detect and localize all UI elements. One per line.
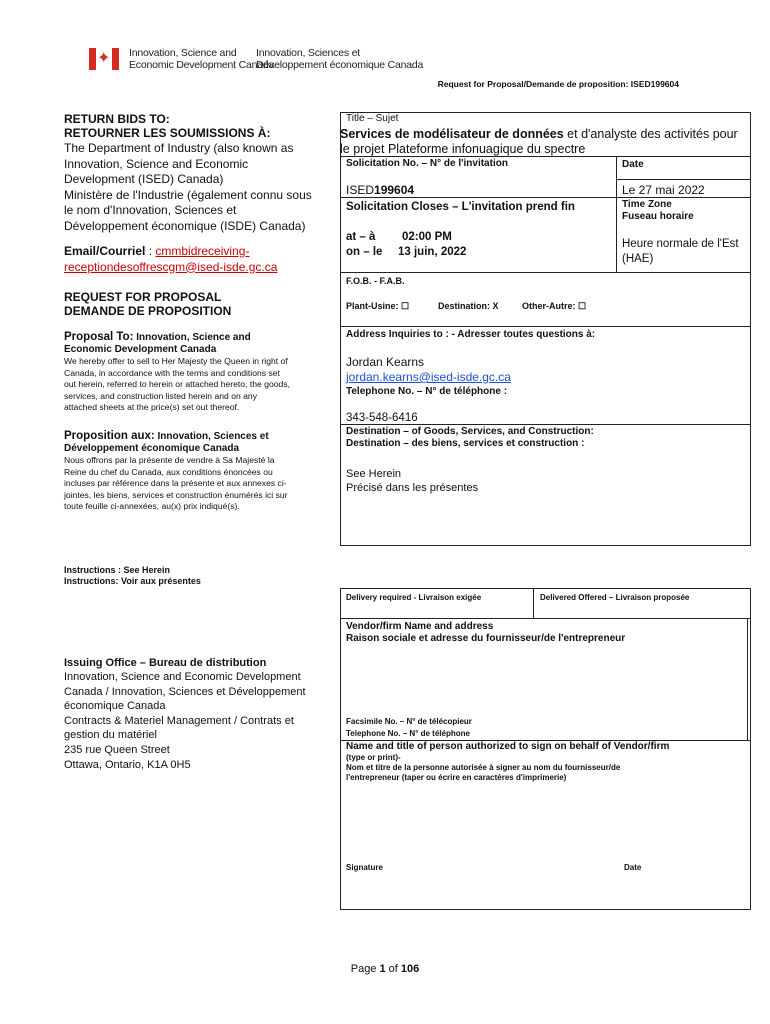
destination-label: Destination – of Goods, Services, and Construction: Destination – des biens, services et construction :	[346, 426, 594, 449]
return-bids-section	[64, 112, 334, 234]
contact-email-link[interactable]: jordan.kearns@ised-isde.gc.ca	[346, 370, 511, 384]
dept-name-en: Innovation, Science and Economic Development Canada	[129, 47, 275, 71]
request-section	[64, 290, 334, 318]
email-link-cont[interactable]: receptiondesoffrescgm@ised-isde.gc.ca	[64, 259, 278, 274]
date-value: Le 27 mai 2022	[622, 183, 705, 197]
destination-value: See Herein Précisé dans les présentes	[346, 468, 479, 494]
page-footer: Page 1 of 106	[350, 963, 420, 975]
request-title-fr: DEMANDE DE PROPOSITION	[64, 304, 232, 318]
closing-time: at – à 02:00 PM on – le 13 juin, 2022	[346, 231, 467, 258]
email-block: Email/Courriel : cmmbidreceiving- receptiondesoffrescgm@ised-isde.gc.ca	[64, 244, 334, 275]
signature-date-label: Date	[624, 863, 642, 872]
return-bids-title-en: RETURN BIDS TO:	[64, 112, 170, 126]
rfp-reference: Request for Proposal/Demande de proposition: ISED199604	[437, 79, 679, 89]
fob-label: F.O.B. - F.A.B.	[346, 276, 405, 286]
fob-other: Other-Autre: ☐	[522, 301, 587, 311]
other-checkbox[interactable]: ☐	[578, 301, 587, 311]
return-bids-title-fr: RETOURNER LES SOUMISSIONS À:	[64, 126, 271, 140]
time-zone-value: Heure normale de l'Est (HAE)	[622, 238, 739, 265]
instructions: Instructions : See Herein Instructions: Voir aux présentes	[64, 565, 201, 586]
dept-name-fr: Innovation, Sciences et Développement économique Canada	[256, 47, 424, 71]
title-value: Services de modélisateur de données et d'analyste des activités pour le projet Plateforme infonuagique du spectre	[340, 127, 738, 156]
solicitation-label: Solicitation No. – N° de l'invitation	[346, 158, 508, 169]
time-zone-label: Time Zone Fuseau horaire	[622, 199, 694, 222]
plant-checkbox[interactable]: ☐	[401, 301, 410, 311]
issuing-office: Issuing Office – Bureau de distribution Innovation, Science and Economic Development Canada / Innovation, Sciences et Développement économique Canada Contracts & Materiel Management / Contrats et gestion du matériel 235 rue Queen Street Ottawa, Ontario, K1A 0H5	[64, 657, 306, 771]
authorized-label: Name and title of person authorized to sign on behalf of Vendor/firm (type or print)- Nom et titre de la personne autorisée à signer au nom du fournisseur/de l'entrepreneur (taper ou écrire en caractères d'imprimerie)	[346, 741, 670, 782]
proposal-to: Proposal To: Innovation, Science and Economic Development Canada We hereby offer to sell to Her Majesty the Queen in right of Canada, in accordance with the terms and conditions set out herein, referred to herein or attached hereto, the goods, services, and construction listed herein and on any attached sheets at the price(s) set out thereof.	[64, 331, 336, 414]
telephone-label: Telephone No. – N° de téléphone :	[346, 386, 508, 397]
proposition-aux: Proposition aux: Innovation, Sciences et Développement économique Canada Nous offrons par la présente de vendre à Sa Majesté la Reine du chef du Canada, aux conditions énoncées ou incluses par référence dans la présente et aux annexes ci- jointes, les biens, services et construction énumérés ici sur toute feuille ci-annexées, au(x) prix indiqué(s).	[64, 430, 336, 513]
email-link[interactable]: cmmbidreceiving-	[155, 244, 250, 258]
destination-checkbox[interactable]: X	[492, 301, 499, 311]
contact-name: Jordan Kearns	[346, 355, 425, 369]
solicitation-number: ISED199604	[346, 183, 415, 197]
return-bids-body: The Department of Industry (also known as Innovation, Science and Economic Development (ISED) Canada) Ministère de l'Industrie (également connu sous le nom d'Innovation, Sciences et Développement économique (ISDE) Canada)	[64, 141, 312, 233]
title-label: Title – Sujet	[346, 113, 399, 124]
telephone-value: 343-548-6416	[346, 412, 418, 424]
date-label: Date	[622, 159, 644, 170]
request-title-en: REQUEST FOR PROPOSAL	[64, 290, 222, 304]
canada-flag-icon: ✦	[89, 48, 119, 70]
proposal-text: We hereby offer to sell to Her Majesty the Queen in right of Canada, in accordance with the terms and conditions set out herein, referred to herein or attached hereto, the goods, services, and construction listed herein and on any attached sheets at the price(s) set out thereof.	[64, 356, 290, 412]
closes-label: Solicitation Closes – L'invitation prend fin	[346, 201, 575, 213]
fax-label: Facsimile No. – N° de télécopieur	[346, 717, 472, 726]
delivery-offered: Delivered Offered – Livraison proposée	[540, 593, 690, 602]
inquiries-label: Address Inquiries to : - Adresser toutes questions à:	[346, 329, 596, 340]
vendor-label: Vendor/firm Name and address Raison sociale et adresse du fournisseur/de l'entrepreneur	[346, 621, 626, 644]
fob-destination: Destination: X	[438, 301, 499, 311]
tel-label: Telephone No. – N° de téléphone	[346, 729, 470, 738]
delivery-required: Delivery required - Livraison exigée	[346, 593, 482, 602]
fob-plant: Plant-Usine: ☐	[346, 301, 410, 311]
signature-label: Signature	[346, 863, 383, 872]
proposition-text: Nous offrons par la présente de vendre à Sa Majesté la Reine du chef du Canada, aux conditions énoncées ou incluses par référence dans la présente et aux annexes ci- jointes, les biens, services et construction énumérés ici sur toute feuille ci-annexées, au(x) prix indiqué(s).	[64, 455, 288, 511]
